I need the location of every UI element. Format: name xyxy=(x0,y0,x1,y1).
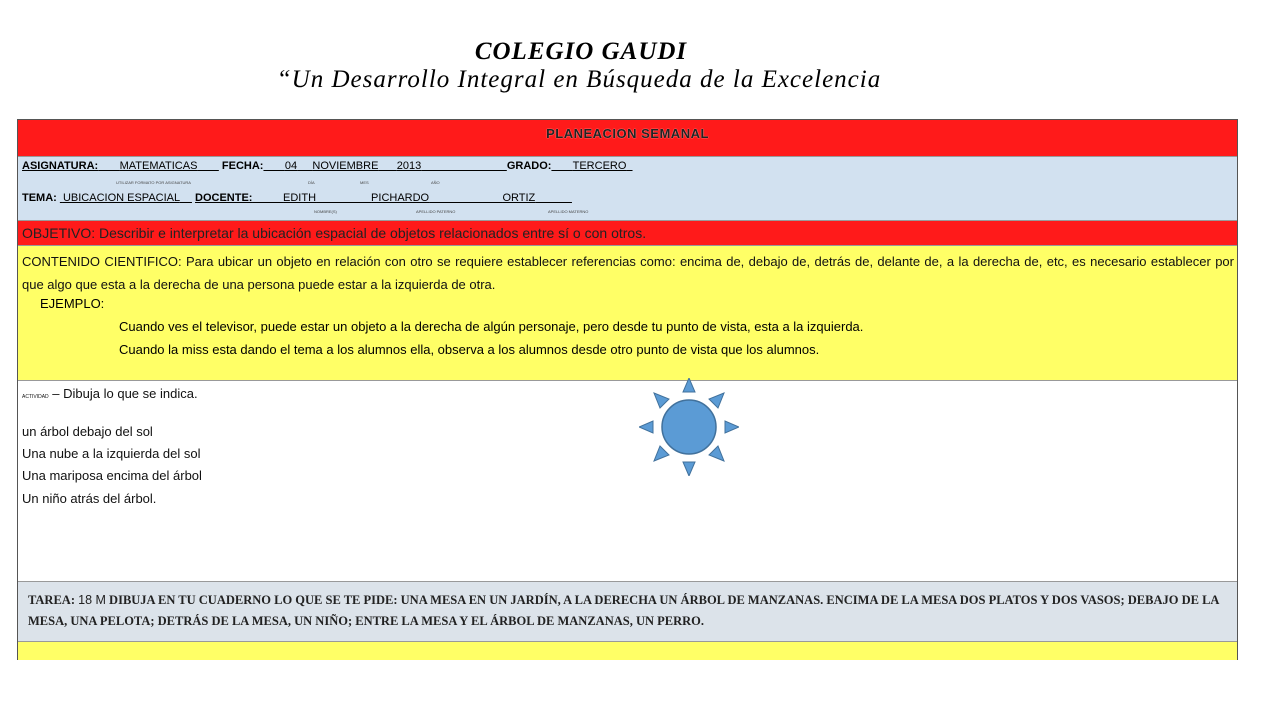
fecha-hint-year: AÑO xyxy=(431,180,440,185)
fecha-hint-day: DÍA xyxy=(308,180,315,185)
objetivo-text: OBJETIVO: Describir e interpretar la ubicación espacial de objetos relacionados entre sí o con otros. xyxy=(22,225,647,241)
asignatura-label: ASIGNATURA: xyxy=(22,160,99,172)
sun-ray-left xyxy=(639,421,653,433)
weekly-plan-table xyxy=(17,119,1238,660)
docente-value: EDITH PICHARDO ORTIZ xyxy=(283,192,536,204)
table-header-row xyxy=(18,120,1237,157)
hint-materno: APELLIDO MATERNO xyxy=(548,209,589,214)
sun-ray-right xyxy=(725,421,739,433)
actividad-heading xyxy=(22,386,198,401)
grado-label: GRADO: xyxy=(506,160,552,172)
ejemplo-label: EJEMPLO: xyxy=(40,296,105,311)
table-title: PLANEACION SEMANAL xyxy=(546,126,709,141)
tarea-row xyxy=(18,582,1237,642)
objetivo-row xyxy=(18,221,1237,246)
footer-row xyxy=(18,642,1237,660)
hint-paterno: APELLIDO PATERNO xyxy=(416,209,456,214)
asignatura-hint: UTILIZAR FORMATO POR ASIGNATURA xyxy=(116,180,191,185)
list-item: un árbol debajo del sol xyxy=(22,424,153,439)
tarea-text xyxy=(28,590,1228,632)
tarea-instructions: DIBUJA EN TU CUADERNO LO QUE SE TE PIDE: UNA MESA EN UN JARDÍN, A LA DERECHA UN ÁRBOL DE MANZANAS. ENCIMA DE LA MESA DOS PLATOS Y DOS VASOS; DEBAJO DE LA MESA, UNA PELOTA; DETRÁS DE LA MESA, UN NIÑO; ENTRE LA MESA Y EL ÁRBOL DE MANZANAS, UN PERRO. xyxy=(28,593,1219,628)
docente-label: DOCENTE: xyxy=(195,192,253,204)
asignatura-value: MATEMATICAS xyxy=(119,160,198,172)
grado-value: TERCERO xyxy=(572,160,627,172)
sun-ray-top-left xyxy=(654,393,669,408)
contenido-text: CONTENIDO CIENTIFICO: Para ubicar un objeto en relación con otro se requiere establecer referencias como: encima de, debajo de, detrás de, delante de, a la derecha de, etc, es necesario establecer por que algo que esta a la derecha de una persona puede estar a la izquierda de otra. xyxy=(22,254,1234,292)
sun-ray-bottom-left xyxy=(654,446,669,461)
sun-ray-bottom xyxy=(683,462,695,476)
info-line-1 xyxy=(22,160,633,172)
school-name: COLEGIO GAUDI xyxy=(474,38,688,65)
hint-nombre: NOMBRE(S) xyxy=(314,209,337,214)
info-line-2 xyxy=(22,192,572,204)
tarea-number: 18 M xyxy=(78,593,106,607)
ejemplo-2: Cuando la miss esta dando el tema a los alumnos ella, observa a los alumnos desde otro punto de vista que los alumnos. xyxy=(119,342,820,357)
info-row xyxy=(18,157,1237,221)
list-item: Una nube a la izquierda del sol xyxy=(22,446,201,461)
tarea-label: TAREA: xyxy=(28,593,75,607)
list-item: Un niño atrás del árbol. xyxy=(22,491,157,506)
school-motto: “Un Desarrollo Integral en Búsqueda de la Excelencia xyxy=(276,66,882,93)
actividad-row xyxy=(18,381,1237,582)
list-item: Una mariposa encima del árbol xyxy=(22,468,202,483)
fecha-hint-month: MES xyxy=(360,180,369,185)
fecha-label: FECHA: xyxy=(221,160,264,172)
tema-label: TEMA: xyxy=(22,192,57,204)
sun-core xyxy=(662,400,716,454)
sun-ray-bottom-right xyxy=(709,446,724,461)
ejemplo-1: Cuando ves el televisor, puede estar un objeto a la derecha de algún personaje, pero desde tu punto de vista, esta a la izquierda. xyxy=(119,319,864,334)
contenido-row xyxy=(18,246,1237,381)
sun-icon xyxy=(639,378,739,476)
actividad-intro: – Dibuja lo que se indica. xyxy=(52,386,198,401)
sun-ray-top xyxy=(683,378,695,392)
sun-ray-top-right xyxy=(709,393,724,408)
actividad-label: ACTIVIDAD xyxy=(22,394,49,400)
fecha-value: 04 NOVIEMBRE 2013 xyxy=(284,160,422,172)
tema-value: UBICACION ESPACIAL xyxy=(62,192,180,204)
